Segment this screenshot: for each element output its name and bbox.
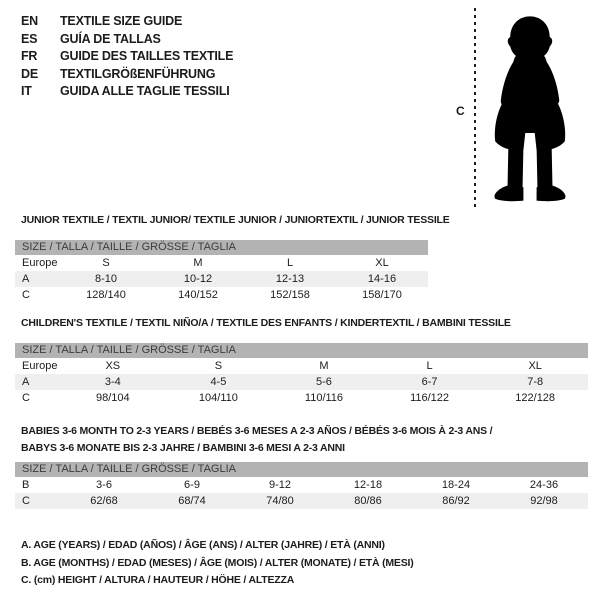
height-measure-label: C (456, 104, 465, 118)
table-cell: 3-6 (96, 479, 112, 491)
table-cell: 62/68 (90, 495, 118, 507)
row-label: Europe (22, 360, 58, 372)
baby-silhouette-icon (483, 8, 577, 210)
babies-heading-line-1: BABIES 3-6 MONTH TO 2-3 YEARS / BEBÉS 3-6 MESES A 2-3 AÑOS / BÉBÉS 3-6 MOIS À 2-3 ANS / (21, 425, 493, 437)
size-table-header: SIZE / TALLA / TAILLE / GRÖSSE / TAGLIA (15, 343, 588, 358)
height-measure-figure (450, 6, 598, 214)
table-row (15, 493, 588, 509)
junior-section-heading: JUNIOR TEXTILE / TEXTIL JUNIOR/ TEXTILE JUNIOR / JUNIORTEXTIL / JUNIOR TESSILE (21, 214, 450, 226)
table-cell: S (214, 360, 223, 372)
table-row (15, 477, 588, 493)
language-row (21, 13, 233, 31)
table-cell: L (286, 257, 294, 269)
row-label: A (22, 376, 30, 388)
table-cell: 104/110 (198, 392, 238, 404)
table-cell: 24-36 (529, 479, 559, 491)
language-code: DE (21, 66, 38, 81)
table-cell: XL (528, 360, 542, 372)
language-row (21, 48, 233, 66)
row-label: C (22, 392, 30, 404)
table-cell: XS (105, 360, 121, 372)
table-cell: 18-24 (441, 479, 471, 491)
table-cell: XL (375, 257, 389, 269)
table-cell: S (102, 257, 110, 269)
table-cell: M (193, 257, 203, 269)
table-row (15, 358, 588, 374)
table-cell: 3-4 (104, 376, 121, 388)
language-row (21, 66, 233, 84)
table-row (15, 287, 428, 303)
language-code: FR (21, 49, 38, 63)
table-cell: 12-18 (353, 479, 383, 491)
table-cell: 8-10 (94, 273, 118, 285)
language-title: GUÍA DE TALLAS (60, 31, 161, 46)
table-row (15, 374, 588, 390)
table-cell: 122/128 (515, 392, 556, 404)
table-cell: 5-6 (316, 376, 332, 388)
children-size-table (15, 343, 588, 406)
language-legend (21, 13, 233, 101)
table-cell: 110/116 (304, 392, 344, 404)
table-cell: 80/86 (354, 495, 382, 507)
table-cell: 152/158 (270, 289, 310, 301)
language-row (21, 31, 233, 49)
row-label: Europe (22, 257, 58, 269)
language-code: ES (21, 31, 38, 46)
row-label: C (22, 495, 30, 507)
table-cell: 12-13 (275, 273, 305, 285)
language-title: TEXTILGRÖßENFÜHRUNG (60, 66, 216, 81)
table-cell: 116/122 (410, 392, 450, 404)
table-cell: 86/92 (442, 495, 470, 507)
language-title: GUIDA ALLE TAGLIE TESSILI (60, 84, 230, 98)
row-label: A (22, 273, 30, 285)
table-cell: 10-12 (183, 273, 213, 285)
table-cell: 9-12 (268, 479, 292, 491)
table-cell: 6-7 (421, 376, 438, 388)
table-row (15, 255, 428, 271)
table-cell: 140/152 (178, 289, 218, 301)
table-cell: L (426, 360, 433, 372)
size-table-header: SIZE / TALLA / TAILLE / GRÖSSE / TAGLIA (15, 240, 428, 255)
footnote-age-years: A. AGE (YEARS) / EDAD (AÑOS) / ÂGE (ANS) / ALTER (JAHRE) / ETÀ (ANNI) (21, 539, 385, 551)
language-code: EN (21, 14, 38, 28)
footnote-height: C. (cm) HEIGHT / ALTURA / HAUTEUR / HÖHE / ALTEZZA (21, 574, 295, 586)
height-dashed-line-icon (474, 8, 476, 210)
language-title: TEXTILE SIZE GUIDE (60, 14, 183, 28)
size-table-header: SIZE / TALLA / TAILLE / GRÖSSE / TAGLIA (15, 462, 588, 477)
row-label: C (22, 289, 30, 301)
table-cell: 92/98 (530, 495, 558, 507)
footnote-age-months: B. AGE (MONTHS) / EDAD (MESES) / ÂGE (MOIS) / ALTER (MONATE) / ETÀ (MESI) (21, 556, 414, 569)
row-label: B (22, 479, 30, 491)
junior-size-table (15, 240, 428, 303)
table-cell: 68/74 (178, 495, 206, 507)
table-cell: 6-9 (184, 479, 200, 491)
language-row (21, 83, 233, 101)
babies-heading-line-2: BABYS 3-6 MONATE BIS 2-3 JAHRE / BAMBINI 3-6 MESI A 2-3 ANNI (21, 442, 345, 454)
table-row (15, 390, 588, 406)
language-code: IT (21, 84, 32, 98)
table-row (15, 271, 428, 287)
babies-section-heading (21, 423, 492, 457)
table-cell: 4-5 (210, 376, 227, 388)
table-cell: M (319, 360, 329, 372)
table-cell: 128/140 (86, 289, 126, 301)
table-cell: 14-16 (367, 273, 397, 285)
babies-size-table (15, 462, 588, 509)
language-title: GUIDE DES TAILLES TEXTILE (60, 49, 234, 63)
footnotes (21, 537, 414, 590)
table-cell: 7-8 (527, 376, 544, 388)
children-section-heading: CHILDREN'S TEXTILE / TEXTIL NIÑO/A / TEXTILE DES ENFANTS / KINDERTEXTIL / BAMBINI TESSILE (21, 317, 511, 329)
table-cell: 158/170 (362, 289, 402, 301)
table-cell: 98/104 (95, 392, 130, 404)
table-cell: 74/80 (266, 495, 294, 507)
